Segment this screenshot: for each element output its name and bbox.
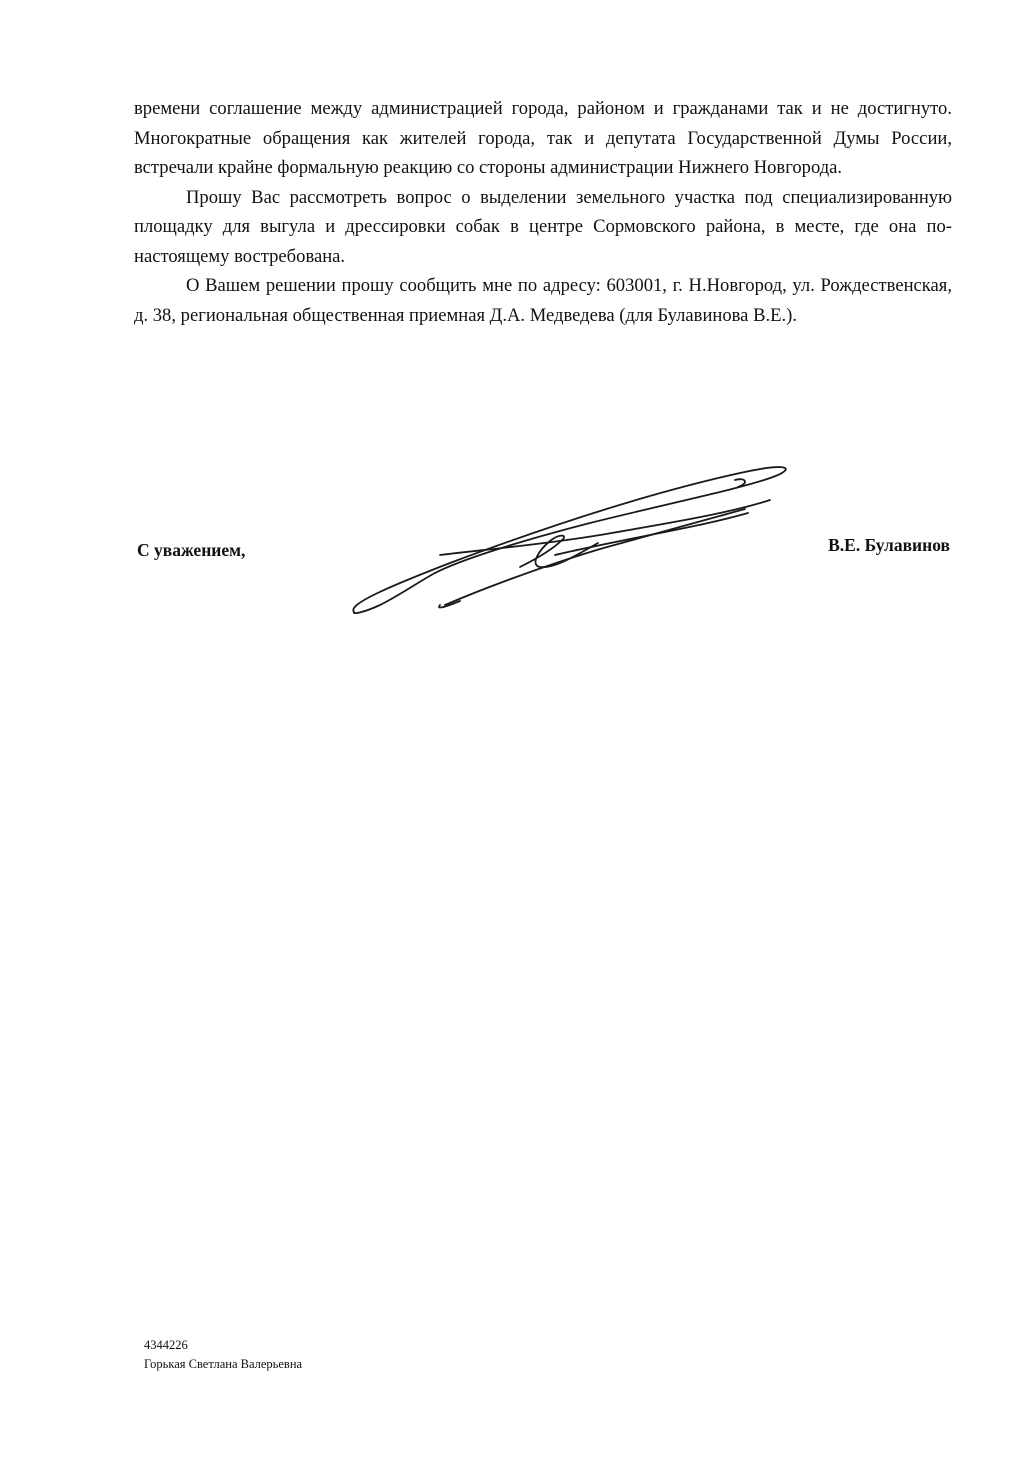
letter-body xyxy=(134,94,952,330)
paragraph-reply-address: О Вашем решении прошу сообщить мне по адресу: 603001, г. Н.Новгород, ул. Рождественская, д. 38, региональная общественная приемная Д.А. Медведева (для Булавинова В.Е.). xyxy=(134,275,952,326)
paragraph-request: Прошу Вас рассмотреть вопрос о выделении земельного участка под специализированную площадку для выгула и дрессировки собак в центре Сормовского района, в месте, где она по-настоящему востребована. xyxy=(134,186,952,267)
handwritten-signature xyxy=(340,455,800,620)
signer-name: В.Е. Булавинов xyxy=(828,535,950,555)
paragraph-continuation: времени соглашение между администрацией города, районом и гражданами так и не достигнуто. Многократные обращения как жителей города, так и депутата Государственной Думы России, встречали крайне формальную реакцию со стороны администрации Нижнего Новгорода. xyxy=(134,98,952,178)
closing-phrase: С уважением, xyxy=(137,540,246,560)
executor-block xyxy=(144,1336,302,1374)
executor-name: Горькая Светлана Валерьевна xyxy=(144,1357,303,1371)
executor-phone: 4344226 xyxy=(144,1338,188,1352)
